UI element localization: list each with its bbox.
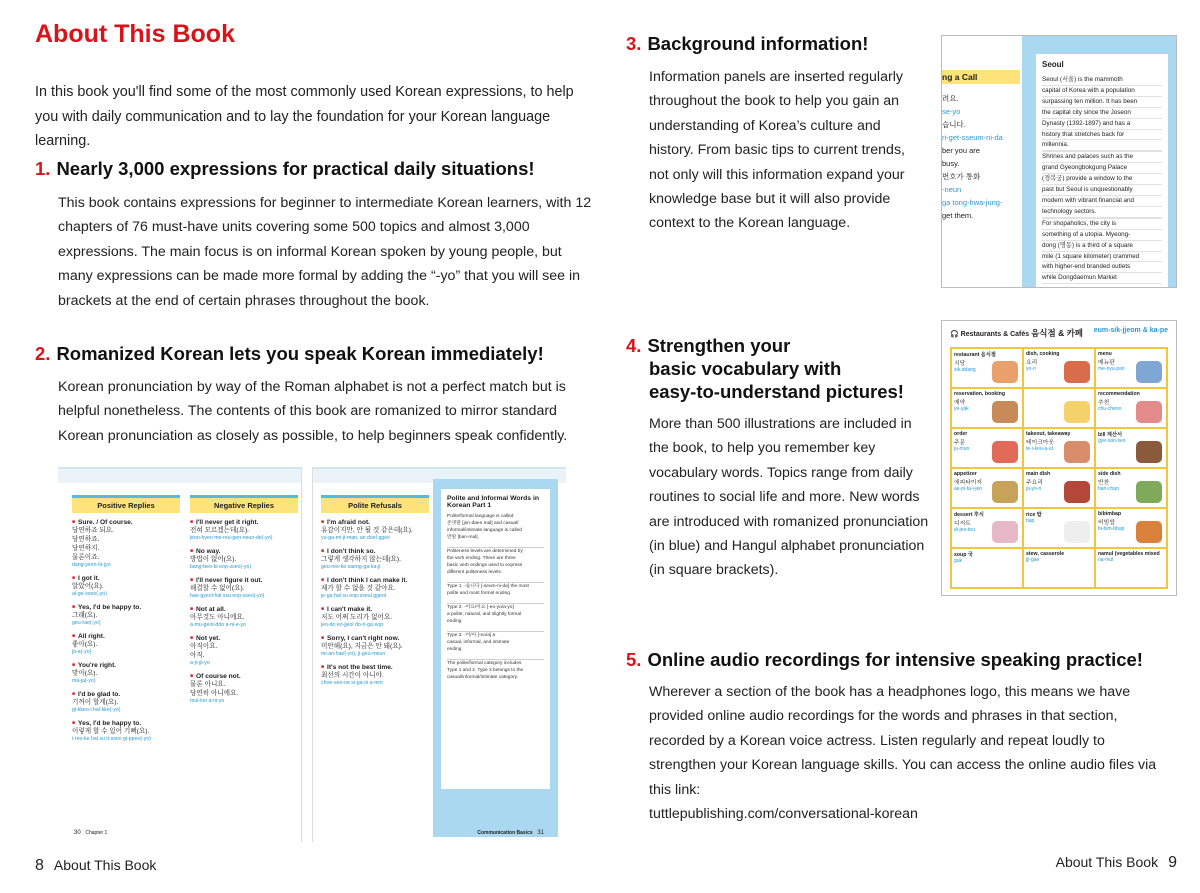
english-phrase: ■ All right.: [72, 633, 180, 640]
korean-phrase: 제가 할 수 없을 것 같아요.: [321, 585, 396, 592]
vocab-english: appetizer: [954, 471, 977, 477]
seoul-text-line: the capital city since the Joseon: [1042, 108, 1162, 119]
seoul-text-line: Dynasty (1392-1897) and has a: [1042, 119, 1162, 130]
info-panel-line: [447, 597, 544, 604]
vocab-korean: 메뉴판: [1098, 360, 1115, 366]
info-panel-line: Type 3. -어/아 [-eo/a] a: [447, 633, 496, 638]
korean-phrase: 당연하지.: [72, 545, 100, 552]
korean-phrase: 최선의 시간이 아니야.: [321, 672, 384, 679]
making-a-call-line: get them.: [942, 211, 974, 220]
section-3-body: Information panels are inserted regularly throughout the book to help you gain an understanding of Korea’s culture and history. From basic tips to current trends, not only will this information expand your knowledge base but it will also provide context to the Korean language.: [649, 69, 905, 232]
vocab-cell: [952, 429, 1022, 467]
vocab-illustration: [992, 481, 1018, 503]
vocab-english: reservation, booking: [954, 391, 1006, 397]
vocab-romanization: yo-ri: [1026, 366, 1036, 372]
english-phrase: ■ No way.: [190, 548, 298, 555]
vocab-illustration: [1136, 401, 1162, 423]
info-panel-line: Type 2. -어요/아요 [-eo-yo/a-yo]: [447, 605, 514, 610]
vocab-illustration: [992, 441, 1018, 463]
vocab-english: recommendation: [1098, 391, 1140, 397]
sample-page-spread: [58, 467, 566, 842]
english-phrase: ■ I'm afraid not.: [321, 519, 429, 526]
seoul-text-line: modern with vibrant financial and: [1042, 196, 1162, 207]
vocab-korean: 주문: [954, 440, 966, 446]
korean-phrase: 방법이 없어(요).: [190, 556, 237, 563]
romanization: jo-a(-yo): [72, 649, 92, 655]
vocab-english: soup 국: [954, 552, 973, 558]
sample-right-page: [312, 467, 566, 842]
romanization: al-ge-sseo(-yo): [72, 591, 107, 597]
info-panel-line: 반말 [ban-mal].: [447, 535, 479, 540]
korean-phrase: 아무것도 아니에요.: [190, 614, 245, 621]
vocab-english: rice 밥: [1026, 512, 1042, 518]
english-phrase: ■ I'll never figure it out.: [190, 577, 298, 584]
info-panel-line: 존댓말 [jon-daen mal] and casual/: [447, 521, 519, 526]
making-a-call-heading: ng a Call: [942, 70, 1020, 84]
korean-phrase: 기꺼이 할게(요).: [72, 699, 119, 706]
info-panel-line: Type 1 and 2. Type 3 belongs to the: [447, 668, 524, 673]
romanization: geu-reo-ke saeng-ga-ka-ji: [321, 564, 381, 570]
vocab-cell: [1024, 429, 1094, 467]
seoul-text-line: Shrines and palaces such as the: [1042, 152, 1162, 163]
making-a-call-line: ga tong-hwa-jung-: [942, 198, 1003, 207]
vocab-cell: [1024, 349, 1094, 387]
making-a-call-line: 려요.: [942, 94, 959, 103]
section-number: 4.: [626, 335, 642, 356]
vocab-cell: [1096, 549, 1166, 587]
vocab-cell: [952, 469, 1022, 507]
phrase-item: [321, 519, 429, 542]
making-a-call-line: 번호가 통화: [942, 172, 981, 181]
info-panel-line: different politeness levels.: [447, 570, 503, 575]
info-panel-line: The polite/formal category includes: [447, 661, 522, 666]
making-a-call-line: -neun: [942, 185, 962, 194]
vocab-cell: [1024, 549, 1094, 587]
vocab-illustration: [1064, 481, 1090, 503]
vocab-english: restaurant 음식점: [954, 352, 996, 358]
info-panel-line: a polite, natural, and slightly formal: [447, 612, 522, 617]
english-phrase: ■ You're right.: [72, 662, 180, 669]
vocabulary-illustration-sample: [941, 320, 1177, 596]
sample-left-page-number: 30 Chapter 1: [74, 830, 108, 836]
vocab-cell: [952, 389, 1022, 427]
seoul-text-line: Seoul (서울) is the mammoth: [1042, 75, 1162, 86]
info-panel-line: [447, 625, 544, 632]
section-heading-text: Romanized Korean lets you speak Korean immediately!: [56, 343, 544, 364]
vocab-illustration: [1064, 361, 1090, 383]
romanization: i-reo-ke hal su it-sseo gi-ppeo(-yo): [72, 736, 151, 742]
vocab-romanization: chu-cheon: [1098, 406, 1122, 412]
making-a-call-line: 습니다.: [942, 120, 966, 129]
section-5-heading: [626, 648, 1186, 671]
phrase-item: [190, 635, 298, 667]
page-title: About This Book: [35, 20, 235, 48]
audio-link[interactable]: tuttlepublishing.com/conversational-korean: [649, 806, 918, 823]
phrase-item: [321, 635, 429, 658]
section-heading-line: easy-to-understand pictures!: [649, 381, 904, 402]
vocab-korean: 식당: [954, 361, 966, 367]
korean-phrase: 알았어(요).: [72, 583, 104, 590]
seoul-info-panel-sample: [941, 35, 1177, 288]
section-heading-text: Online audio recordings for intensive speaking practice!: [647, 649, 1143, 670]
section-heading-text: Background information!: [647, 33, 869, 54]
section-5-body: Wherever a section of the book has a headphones logo, this means we have provided online audio recordings for the words and phrases in that section, recorded by a Korean voice actress. Listen regularly and repeat loudly to strengthen your Korean language skills. You can access the online audio files via this link: tuttlepublishing.com/conversational-korean: [649, 684, 1157, 823]
vocab-cell: [1096, 509, 1166, 547]
vocab-romanization: ae-pi-ta-i-jeo: [954, 486, 983, 492]
negative-replies-column: [190, 495, 298, 711]
vocab-korean: 예약: [954, 400, 966, 406]
vocab-romanization: me-nyu-pan: [1098, 366, 1125, 372]
info-panel-line: casual/informal/intimate category.: [447, 675, 519, 680]
info-panel-line: the verb ending. There are three: [447, 556, 516, 561]
vocab-romanization: bi-bim-bbap: [1098, 526, 1125, 532]
section-3-heading: [626, 32, 926, 55]
seoul-text-line: dong (명동) is a third of a square: [1042, 241, 1162, 252]
phrase-item: [190, 606, 298, 629]
english-phrase: ■ It's not the best time.: [321, 664, 429, 671]
section-number: 2.: [35, 343, 51, 364]
info-panel-line: Polite/formal language is called: [447, 514, 514, 519]
romanization: geu-rae(-yo): [72, 620, 101, 626]
romanization: jeo-do eo-jjeol do-ri-ga eop: [321, 622, 383, 628]
info-panel-line: basic verb endings used to express: [447, 563, 523, 568]
section-4-body: More than 500 illustrations are included in the book, to help you remember key vocabulary words. Topics range from daily routines to social life and more. New words are introduced with romanized pronunciation (in blue) and Hangul alphabet pronunciation (in square brackets).: [649, 416, 929, 579]
vocab-korean: 테이크아웃: [1026, 440, 1054, 446]
vocab-cell: [1096, 429, 1166, 467]
info-panel-title: Polite and Informal Words in Korean Part 1: [447, 495, 540, 509]
vocab-english: bibimbap: [1098, 511, 1122, 517]
korean-phrase: 물론이죠.: [72, 554, 100, 561]
seoul-text-line: while Dongdaemun Market: [1042, 273, 1162, 284]
phrase-item: [321, 577, 429, 600]
vocab-english: stew, casserole: [1026, 551, 1065, 557]
info-panel-line: Type 1. -습니다 [-seum-ni-da] the most: [447, 584, 529, 589]
vocab-illustration: [1136, 521, 1162, 543]
phrase-item: [190, 519, 298, 542]
phrase-item: [72, 720, 180, 743]
info-panel-line: ending: [447, 647, 462, 652]
seoul-text-line: something of a utopia. Myeong-: [1042, 230, 1162, 241]
vocab-romanization: gye-san-seo: [1098, 438, 1126, 444]
vocab-english: main dish: [1026, 471, 1051, 477]
running-footer-left: About This Book: [53, 857, 157, 873]
romanization: hae-gyeol-hal ssu eop-sseo(-yo): [190, 593, 265, 599]
romanization: choe-seo-ne si-ga-ni a-nim: [321, 680, 383, 686]
page-number-left: 8: [35, 857, 44, 874]
phrase-item: [190, 548, 298, 571]
vocab-cell: [1096, 389, 1166, 427]
vocab-cell: [1024, 389, 1094, 427]
running-footer-right: About This Book: [1055, 854, 1159, 870]
phrase-item: [321, 548, 429, 571]
vocab-korean: 주요리: [1026, 480, 1043, 486]
korean-phrase: 당연하죠.: [72, 536, 100, 543]
korean-phrase: 당연히 아니에요.: [190, 690, 239, 697]
romanization: mi-an-hae(-yo), ji-geu-meun: [321, 651, 386, 657]
info-panel-line: [447, 541, 544, 548]
section-1-heading: [35, 157, 605, 180]
vocab-romanization: ban-chan: [1098, 486, 1119, 492]
sample-left-page: [58, 467, 302, 842]
seoul-text-line: with higher-end branded outlets: [1042, 262, 1162, 273]
romanization: ma-ja(-yo): [72, 678, 96, 684]
seoul-text-line: millennia.: [1042, 140, 1162, 151]
section-heading-line: basic vocabulary with: [649, 358, 842, 379]
sample-right-page-number: Communication Basics 31: [477, 830, 544, 836]
column-heading: Negative Replies: [190, 495, 298, 513]
vocab-korean: 반찬: [1098, 480, 1110, 486]
polite-refusals-column: [321, 495, 429, 693]
headphones-icon: 🎧: [950, 331, 959, 338]
english-phrase: ■ Yes, I'd be happy to.: [72, 604, 180, 611]
vocab-illustration: [992, 361, 1018, 383]
vocab-korean: 에피타이저: [954, 480, 982, 486]
korean-phrase: 이렇게 할 수 있어 기뻐(요).: [72, 728, 150, 735]
section-heading-text: Nearly 3,000 expressions for practical daily situations!: [56, 158, 535, 179]
romanization: dang-yeon-hi-jyo: [72, 562, 111, 568]
vocab-illustration: [1136, 481, 1162, 503]
romanization: a-mu-geot-ddo a-ni-e-yo: [190, 622, 246, 628]
korean-phrase: 물론 아니요.: [190, 681, 226, 688]
info-panel: [433, 479, 558, 837]
section-1-body: This book contains expressions for beginner to intermediate Korean learners, with 12 chapters of 76 must-have units covering some 500 topics and almost 3,000 expressions. The main focus is on informal Korean spoken by young people, but many expressions can be made more formal by adding the “-yo” that you will see in brackets at the end of certain phrases throughout the book.: [58, 195, 592, 309]
vocab-english: namul (vegetables mixed: [1098, 551, 1160, 557]
vocab-cell: [952, 349, 1022, 387]
korean-phrase: 아직.: [190, 652, 205, 659]
vocab-illustration: [1136, 361, 1162, 383]
positive-replies-column: [72, 495, 180, 749]
vocab-english: bill 계산서: [1098, 432, 1122, 438]
vocab-romanization: sik-ddang: [954, 367, 976, 373]
vocab-korean: 추천: [1098, 400, 1110, 406]
section-2-heading: [35, 342, 605, 365]
making-a-call-line: ri-get-sseum-ni-da: [942, 133, 1003, 142]
vocab-english: dish, cooking: [1026, 351, 1060, 357]
english-phrase: ■ Of course not.: [190, 673, 298, 680]
english-phrase: ■ Sorry, I can't right now.: [321, 635, 429, 642]
english-phrase: ■ I can't make it.: [321, 606, 429, 613]
making-a-call-line: busy.: [942, 159, 960, 168]
vocab-illustration: [1064, 401, 1090, 423]
phrase-item: [72, 519, 180, 569]
korean-phrase: 그렇게 생각하지 않는데(요).: [321, 556, 401, 563]
english-phrase: ■ Yes, I'd be happy to.: [72, 720, 180, 727]
phrase-item: [190, 577, 298, 600]
english-phrase: ■ Not yet.: [190, 635, 298, 642]
vocabulary-grid: [950, 347, 1168, 589]
korean-phrase: 유감이지만, 안 될 것 같은데(요).: [321, 527, 413, 534]
korean-phrase: 그래(요).: [72, 612, 98, 619]
korean-phrase: 당연하죠 되요.: [72, 527, 114, 534]
korean-phrase: 아직이요.: [190, 643, 218, 650]
section-4-heading: [626, 334, 926, 403]
vocab-illustration: [992, 401, 1018, 423]
korean-phrase: 좋아(요).: [72, 641, 98, 648]
romanization: bang-beo-bi eop-sseo(-yo): [190, 564, 252, 570]
vocab-cell: [952, 509, 1022, 547]
vocab-illustration: [1064, 441, 1090, 463]
seoul-text-line: history that stretches back for: [1042, 130, 1162, 141]
vocab-cell: [1096, 469, 1166, 507]
vocab-illustration: [992, 521, 1018, 543]
info-panel-line: [447, 653, 544, 660]
vocab-illustration: [1136, 441, 1162, 463]
vocab-romanization: ju-yo-ri: [1026, 486, 1042, 492]
vocab-illustration: [1064, 521, 1090, 543]
phrase-item: [190, 673, 298, 705]
vocab-english: order: [954, 431, 968, 437]
romanization: je-ga hal su eop-sseul ggeot: [321, 593, 387, 599]
seoul-text-line: For shopaholics, the city is: [1042, 219, 1162, 230]
vocab-korean: 요리: [1026, 360, 1038, 366]
info-panel-line: ending: [447, 619, 462, 624]
info-panel-line: casual, informal, and intimate: [447, 640, 510, 645]
vocabulary-header: 🎧 Restaurants & Cafés 음식점 & 카페 eum-sik-jjeom & ka-pe: [950, 327, 1168, 338]
romanization: jeon-hyeo mo-reu-gen-neun-de(-yo): [190, 535, 273, 541]
vocab-english: takeout, takeaway: [1026, 431, 1071, 437]
korean-phrase: 미안해(요), 지금은 안 돼(요).: [321, 643, 403, 650]
phrase-item: [72, 633, 180, 656]
vocab-cell: [952, 549, 1022, 587]
english-phrase: ■ I'll never get it right.: [190, 519, 298, 526]
korean-phrase: 전혀 모르겠는데(요).: [190, 527, 250, 534]
seoul-text-line: technology sectors.: [1042, 207, 1162, 218]
info-panel-line: [447, 576, 544, 583]
vocab-cell: [1024, 509, 1094, 547]
english-phrase: ■ Sure. / Of course.: [72, 519, 180, 526]
vocab-romanization: guk: [954, 558, 963, 564]
vocab-romanization: ju-mun: [954, 446, 970, 452]
vocab-romanization: te-i-keu-a-ut: [1026, 446, 1053, 452]
footer-left: [35, 857, 156, 875]
vocab-cell: [1024, 469, 1094, 507]
section-number: 3.: [626, 33, 642, 54]
korean-phrase: 해결할 수 없어(요).: [190, 585, 245, 592]
seoul-text-line: mile (1 square kilometer) crammed: [1042, 252, 1162, 263]
korean-phrase: 맞아(요).: [72, 670, 98, 677]
english-phrase: ■ I'd be glad to.: [72, 691, 180, 698]
making-a-call-line: se-yo: [942, 107, 961, 116]
making-a-call-line: ber you are: [942, 146, 980, 155]
section-2-body: Korean pronunciation by way of the Roman alphabet is not a perfect match but is helpful nonetheless. The contents of this book are romanized to mirror standard Korean pronunciation as closely as possible, to help beginners speak confidently.: [58, 379, 568, 444]
romanization: gi-kkeo-i hal-kke(-yo): [72, 707, 121, 713]
romanization: mul-lon a-ni-yo: [190, 698, 225, 704]
romanization: yu-ga-mi-ji-man, an doel ggeo: [321, 535, 390, 541]
seoul-text-line: grand Gyeongbokgung Palace: [1042, 163, 1162, 174]
vocab-english: side dish: [1098, 471, 1121, 477]
intro-paragraph: In this book you'll find some of the most commonly used Korean expressions, to help you with daily communication and to lay the foundation for your Korean language learning.: [35, 84, 574, 149]
phrase-item: [72, 604, 180, 627]
phrase-item: [72, 691, 180, 714]
page-number-right: 9: [1168, 854, 1177, 871]
phrase-item: [321, 664, 429, 687]
phrase-item: [72, 575, 180, 598]
info-panel-line: Politeness levels are determined by: [447, 549, 523, 554]
vocab-english: menu: [1098, 351, 1112, 357]
info-panel-line: informal/intimate language is called: [447, 528, 522, 533]
vocab-romanization: na-mul: [1098, 557, 1114, 563]
column-heading: Polite Refusals: [321, 495, 429, 513]
phrase-item: [321, 606, 429, 629]
english-phrase: ■ I don't think I can make it.: [321, 577, 429, 584]
vocab-cell: [1096, 349, 1166, 387]
seoul-text-line: surpassing ten million. It has been: [1042, 97, 1162, 108]
phrase-item: [72, 662, 180, 685]
vocab-korean: 디저트: [954, 521, 971, 527]
vocab-romanization: di-jeo-teu: [954, 527, 975, 533]
section-number: 5.: [626, 649, 642, 670]
seoul-text-line: (경복궁) provide a window to the: [1042, 174, 1162, 185]
vocab-korean: 비빔밥: [1098, 520, 1115, 526]
vocab-english: dessert 후식: [954, 512, 984, 518]
column-heading: Positive Replies: [72, 495, 180, 513]
english-phrase: ■ Not at all.: [190, 606, 298, 613]
romanization: a-ji-gi-yo: [190, 660, 210, 666]
seoul-text-line: capital of Korea with a population: [1042, 86, 1162, 97]
seoul-title: Seoul: [1042, 60, 1064, 69]
english-phrase: ■ I don't think so.: [321, 548, 429, 555]
english-phrase: ■ I got it.: [72, 575, 180, 582]
vocab-romanization: ye-yak: [954, 406, 969, 412]
info-panel-line: polite and most formal ending: [447, 591, 510, 596]
seoul-text-line: past but Seoul is unquestionably: [1042, 185, 1162, 196]
section-number: 1.: [35, 158, 51, 179]
vocab-romanization: jji-gae: [1026, 557, 1040, 563]
footer-right: [1056, 854, 1177, 872]
section-heading-line: Strengthen your: [647, 335, 791, 356]
vocab-romanization: bap: [1026, 518, 1035, 524]
korean-phrase: 저도 어쩌 도리가 없어요.: [321, 614, 393, 621]
